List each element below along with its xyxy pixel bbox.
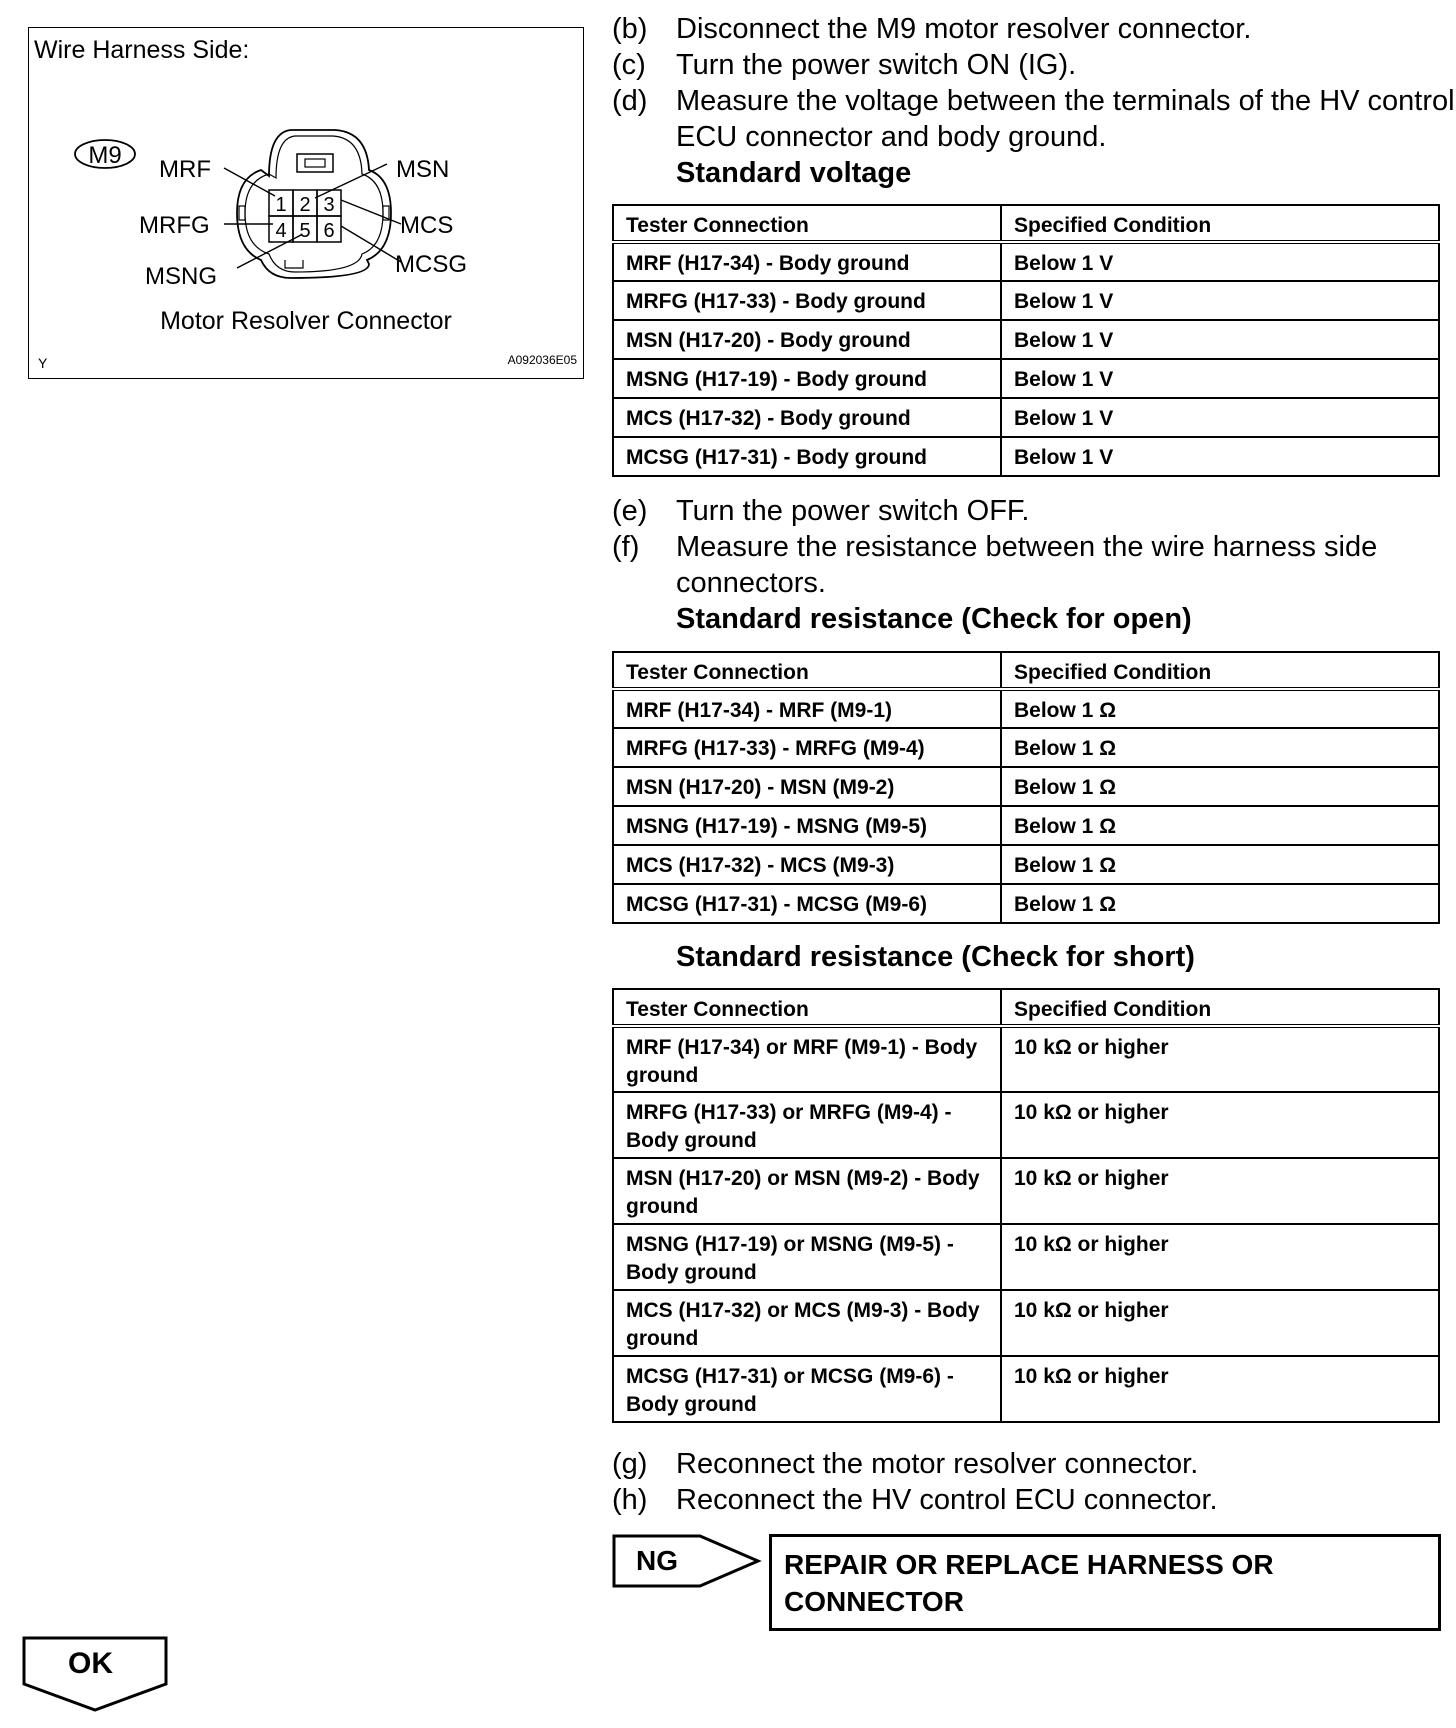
figure-code: A092036E05: [507, 353, 577, 367]
table-row: [613, 767, 1439, 806]
step-d: [612, 83, 1456, 191]
pin-6: 6: [323, 220, 335, 242]
step-text: Measure the voltage between the terminals of the HV control ECU connector and body ground.: [676, 85, 1455, 153]
header-condition: Specified Condition: [1001, 989, 1439, 1026]
condition-cell: 10 kΩ or higher: [1001, 1290, 1439, 1356]
step-h: [612, 1482, 1218, 1518]
step-label: (g): [612, 1448, 648, 1480]
tester-cell: MCSG (H17-31) or MCSG (M9-6) - Body ground: [613, 1356, 1001, 1422]
figure-title: Wire Harness Side:: [34, 36, 250, 64]
condition-cell: Below 1 Ω: [1001, 728, 1439, 767]
table-row: [613, 1356, 1439, 1422]
condition-cell: Below 1 V: [1001, 398, 1439, 437]
table-row: [613, 1290, 1439, 1356]
step-label: (b): [612, 13, 648, 45]
table-row: [613, 1158, 1439, 1224]
step-c: [612, 47, 1456, 83]
table-row: [613, 689, 1439, 728]
figure-corner-letter: Y: [38, 355, 48, 371]
label-mcsg: MCSG: [395, 251, 467, 278]
tester-cell: MCSG (H17-31) - MCSG (M9-6): [613, 884, 1001, 923]
tester-cell: MRF (H17-34) - MRF (M9-1): [613, 689, 1001, 728]
table-row: [613, 320, 1439, 359]
pin-3: 3: [323, 194, 335, 216]
condition-cell: Below 1 V: [1001, 359, 1439, 398]
header-condition: Specified Condition: [1001, 652, 1439, 689]
table-row: [613, 845, 1439, 884]
steps-mid: [612, 493, 1456, 637]
tester-cell: MRF (H17-34) or MRF (M9-1) - Body ground: [613, 1026, 1001, 1092]
condition-cell: 10 kΩ or higher: [1001, 1158, 1439, 1224]
condition-cell: Below 1 V: [1001, 242, 1439, 281]
table-row: [613, 437, 1439, 476]
standard-voltage-heading: Standard voltage: [676, 157, 912, 189]
tester-cell: MRFG (H17-33) - Body ground: [613, 281, 1001, 320]
tester-cell: MCSG (H17-31) - Body ground: [613, 437, 1001, 476]
tester-cell: MSN (H17-20) - Body ground: [613, 320, 1001, 359]
step-label: (h): [612, 1484, 648, 1516]
ng-action-box: REPAIR OR REPLACE HARNESS OR CONNECTOR: [769, 1534, 1441, 1631]
step-label: (c): [612, 49, 646, 81]
table-row: [613, 728, 1439, 767]
condition-cell: Below 1 Ω: [1001, 884, 1439, 923]
header-tester: Tester Connection: [613, 989, 1001, 1026]
standard-resistance-short-heading: Standard resistance (Check for short): [676, 941, 1195, 973]
table-row: [613, 1092, 1439, 1158]
table-row: [613, 281, 1439, 320]
steps-top: [612, 11, 1456, 191]
steps-bottom: [612, 1446, 1218, 1518]
condition-cell: 10 kΩ or higher: [1001, 1224, 1439, 1290]
step-text: Disconnect the M9 motor resolver connector.: [676, 13, 1252, 45]
ng-arrow-icon: [612, 1534, 762, 1588]
tester-cell: MSNG (H17-19) or MSNG (M9-5) - Body ground: [613, 1224, 1001, 1290]
condition-cell: Below 1 Ω: [1001, 845, 1439, 884]
short-check-table: [612, 988, 1440, 1423]
condition-cell: 10 kΩ or higher: [1001, 1356, 1439, 1422]
tester-cell: MCS (H17-32) - MCS (M9-3): [613, 845, 1001, 884]
step-e: [612, 493, 1456, 529]
tester-cell: MSN (H17-20) - MSN (M9-2): [613, 767, 1001, 806]
label-mrfg: MRFG: [139, 212, 210, 239]
pin-4: 4: [275, 220, 287, 242]
label-mcs: MCS: [400, 212, 454, 239]
connector-id-text: M9: [88, 142, 122, 169]
table-row: [613, 398, 1439, 437]
condition-cell: Below 1 V: [1001, 320, 1439, 359]
open-check-table: [612, 651, 1440, 924]
pin-5: 5: [299, 220, 311, 242]
step-b: [612, 11, 1456, 47]
step-label: (e): [612, 495, 648, 527]
step-text: Reconnect the motor resolver connector.: [676, 1448, 1199, 1480]
tester-cell: MSNG (H17-19) - Body ground: [613, 359, 1001, 398]
voltage-table: [612, 204, 1440, 477]
label-msn: MSN: [396, 156, 450, 183]
step-g: [612, 1446, 1218, 1482]
table-row: [613, 1026, 1439, 1092]
table-row: [613, 359, 1439, 398]
condition-cell: Below 1 Ω: [1001, 806, 1439, 845]
pin-2: 2: [299, 194, 311, 216]
step-text: Turn the power switch OFF.: [676, 495, 1030, 527]
condition-cell: Below 1 V: [1001, 437, 1439, 476]
condition-cell: Below 1 Ω: [1001, 689, 1439, 728]
tester-cell: MCS (H17-32) or MCS (M9-3) - Body ground: [613, 1290, 1001, 1356]
step-text: Turn the power switch ON (IG).: [676, 49, 1077, 81]
step-label: (f): [612, 531, 640, 563]
table-row: [613, 884, 1439, 923]
pin-1: 1: [275, 194, 287, 216]
header-tester: Tester Connection: [613, 205, 1001, 242]
tester-cell: MRF (H17-34) - Body ground: [613, 242, 1001, 281]
label-msng: MSNG: [145, 263, 217, 290]
figure-caption: Motor Resolver Connector: [160, 307, 452, 335]
step-text: Reconnect the HV control ECU connector.: [676, 1484, 1218, 1516]
condition-cell: Below 1 Ω: [1001, 767, 1439, 806]
tester-cell: MSN (H17-20) or MSN (M9-2) - Body ground: [613, 1158, 1001, 1224]
ok-label: OK: [68, 1647, 113, 1680]
tester-cell: MRFG (H17-33) - MRFG (M9-4): [613, 728, 1001, 767]
connector-figure: [28, 27, 584, 379]
condition-cell: 10 kΩ or higher: [1001, 1026, 1439, 1092]
standard-resistance-open-heading: Standard resistance (Check for open): [676, 603, 1192, 635]
connector-inner-outline: [245, 136, 383, 272]
connector-latch-icon: [297, 154, 333, 172]
condition-cell: Below 1 V: [1001, 281, 1439, 320]
header-condition: Specified Condition: [1001, 205, 1439, 242]
condition-cell: 10 kΩ or higher: [1001, 1092, 1439, 1158]
table-row: [613, 242, 1439, 281]
tester-cell: MSNG (H17-19) - MSNG (M9-5): [613, 806, 1001, 845]
step-text: Measure the resistance between the wire harness side connectors.: [676, 531, 1378, 599]
header-tester: Tester Connection: [613, 652, 1001, 689]
table-row: [613, 806, 1439, 845]
tester-cell: MRFG (H17-33) or MRFG (M9-4) - Body ground: [613, 1092, 1001, 1158]
label-mrf: MRF: [159, 156, 211, 183]
step-f: [612, 529, 1456, 637]
step-label: (d): [612, 85, 648, 117]
table-row: [613, 1224, 1439, 1290]
tester-cell: MCS (H17-32) - Body ground: [613, 398, 1001, 437]
ng-label: NG: [636, 1545, 678, 1576]
